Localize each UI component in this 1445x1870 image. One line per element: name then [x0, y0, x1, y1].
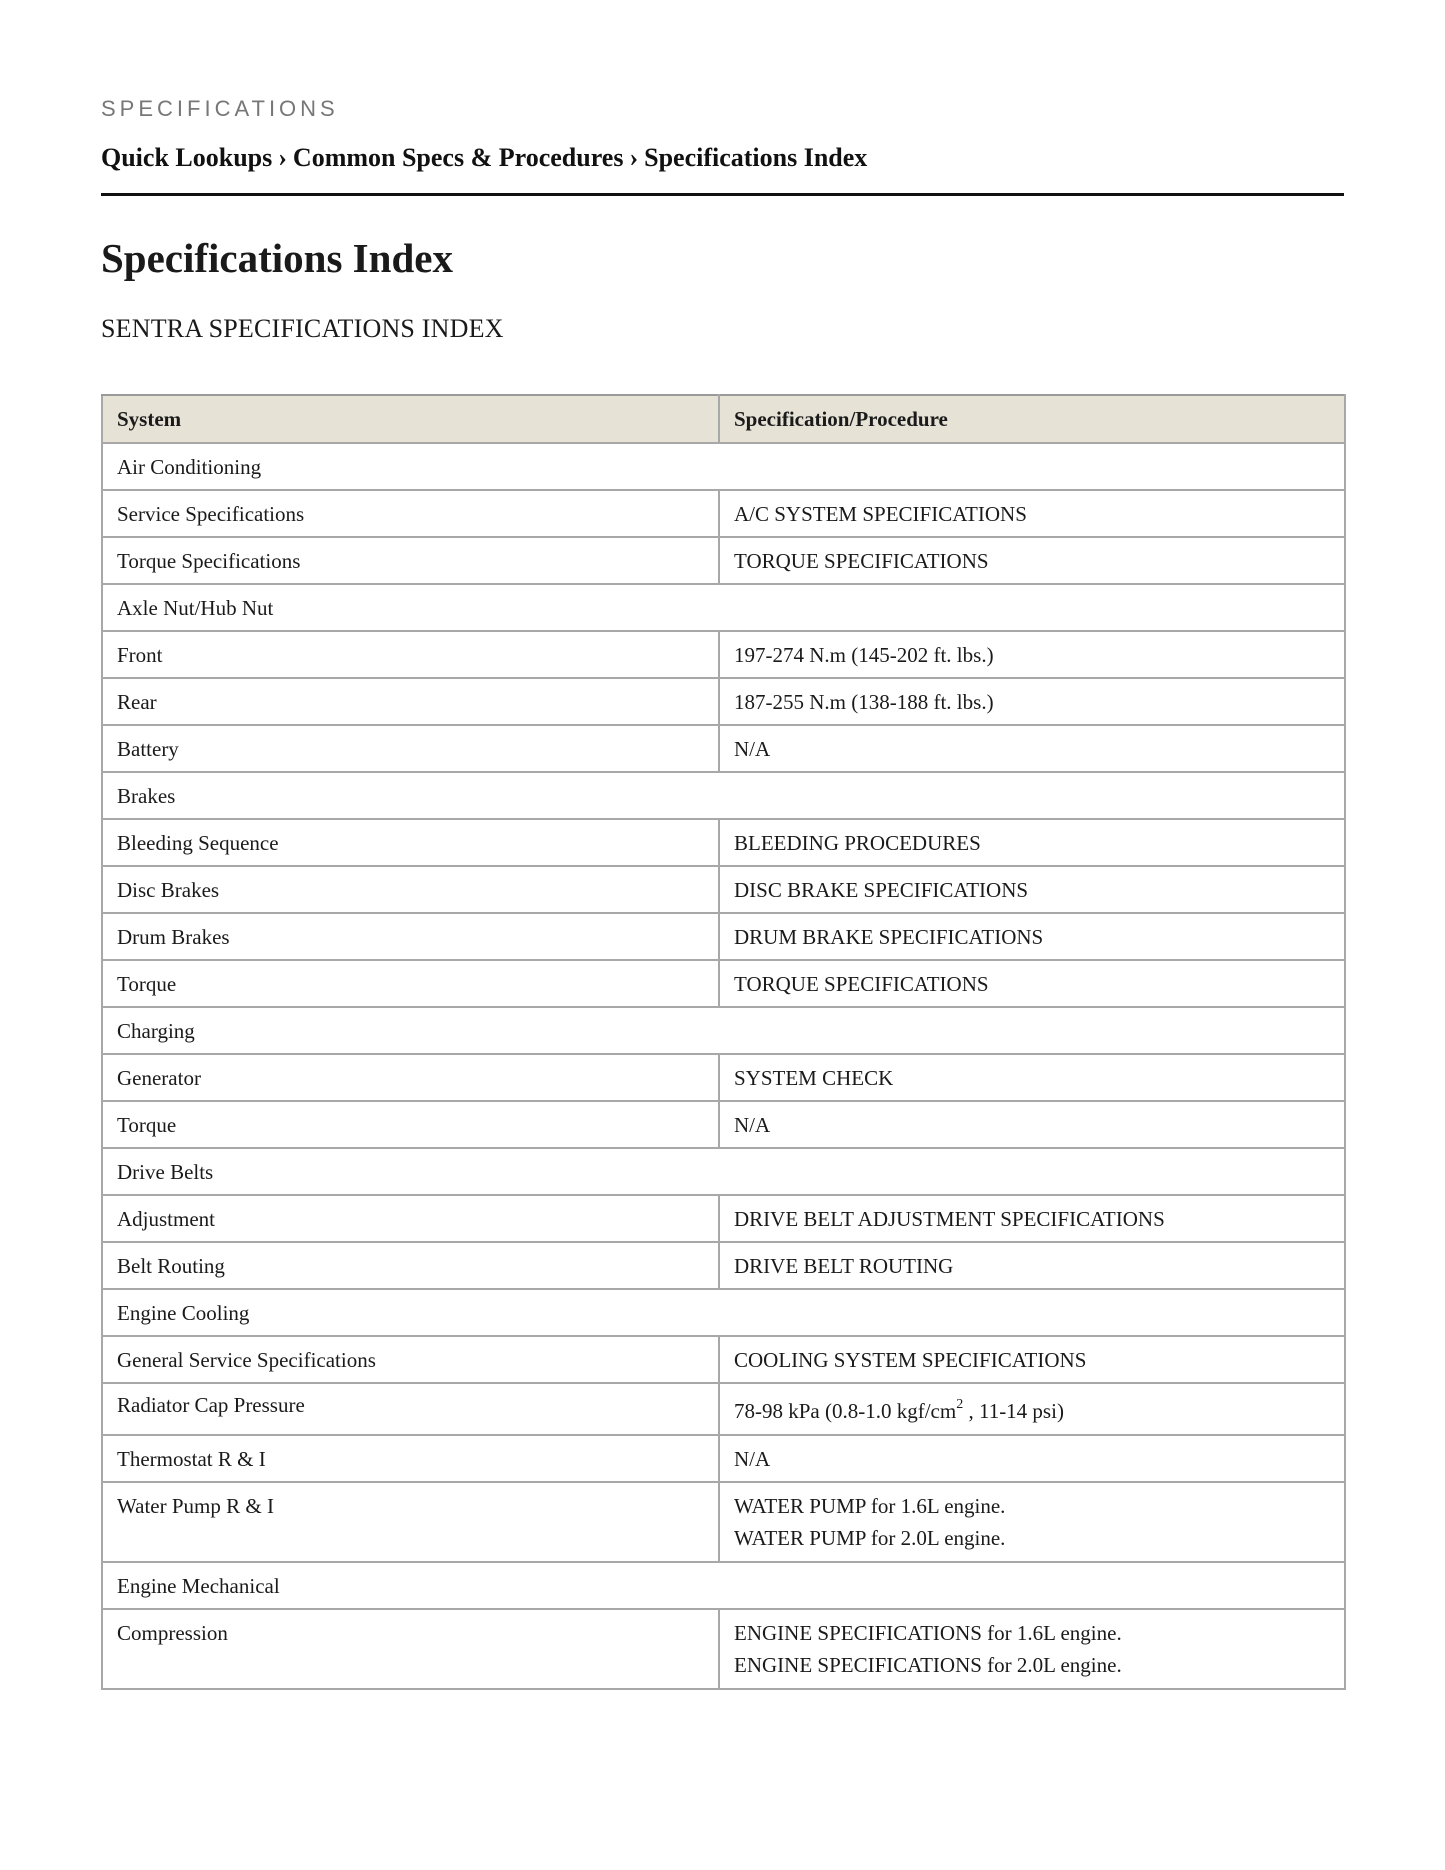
system-cell: Bleeding Sequence — [102, 819, 719, 866]
category-battery: Battery — [102, 725, 719, 772]
spec-value: N/A — [719, 1101, 1345, 1148]
category-brakes: Brakes — [102, 772, 1345, 819]
spec-link[interactable]: ENGINE SPECIFICATIONS for 2.0L engine. — [734, 1653, 1122, 1677]
system-cell: General Service Specifications — [102, 1336, 719, 1383]
spec-value: N/A — [719, 725, 1345, 772]
category-row — [102, 772, 1345, 819]
breadcrumb-separator: › — [629, 143, 639, 172]
table-row — [102, 819, 1345, 866]
category-row — [102, 443, 1345, 490]
table-row — [102, 678, 1345, 725]
spec-link[interactable]: TORQUE SPECIFICATIONS — [719, 960, 1345, 1007]
breadcrumb-item-specifications-index: Specifications Index — [644, 143, 868, 172]
spec-value — [719, 1383, 1345, 1435]
category-row — [102, 584, 1345, 631]
system-cell: Service Specifications — [102, 490, 719, 537]
column-header-system: System — [102, 395, 719, 443]
section-label: SPECIFICATIONS — [101, 96, 339, 121]
category-axle-nut: Axle Nut/Hub Nut — [102, 584, 1345, 631]
breadcrumb-item-quick-lookups[interactable]: Quick Lookups — [101, 143, 273, 172]
spec-value-superscript: 2 — [956, 1397, 964, 1412]
table-row — [102, 1054, 1345, 1101]
system-cell: Torque — [102, 1101, 719, 1148]
table-row — [102, 1383, 1345, 1435]
header-divider — [101, 193, 1344, 196]
spec-link[interactable]: A/C SYSTEM SPECIFICATIONS — [719, 490, 1345, 537]
table-row — [102, 1101, 1345, 1148]
system-cell: Disc Brakes — [102, 866, 719, 913]
system-cell: Compression — [102, 1609, 719, 1689]
system-cell: Generator — [102, 1054, 719, 1101]
spec-link[interactable]: DRIVE BELT ADJUSTMENT SPECIFICATIONS — [719, 1195, 1345, 1242]
system-cell: Adjustment — [102, 1195, 719, 1242]
spec-links — [719, 1482, 1345, 1562]
category-row — [102, 1289, 1345, 1336]
system-cell: Belt Routing — [102, 1242, 719, 1289]
spec-value-text: , 11-14 psi) — [963, 1399, 1064, 1423]
system-cell: Thermostat R & I — [102, 1435, 719, 1482]
spec-link[interactable]: COOLING SYSTEM SPECIFICATIONS — [719, 1336, 1345, 1383]
spec-link[interactable]: SYSTEM CHECK — [719, 1054, 1345, 1101]
spec-link[interactable]: WATER PUMP for 1.6L engine. — [734, 1494, 1006, 1518]
column-header-specification: Specification/Procedure — [719, 395, 1345, 443]
category-drive-belts: Drive Belts — [102, 1148, 1345, 1195]
page-subtitle: SENTRA SPECIFICATIONS INDEX — [101, 314, 504, 343]
spec-link[interactable]: DRUM BRAKE SPECIFICATIONS — [719, 913, 1345, 960]
table-row — [102, 866, 1345, 913]
table-row — [102, 1242, 1345, 1289]
category-row — [102, 1148, 1345, 1195]
category-row — [102, 1562, 1345, 1609]
table-header-row — [102, 395, 1345, 443]
spec-value: 197-274 N.m (145-202 ft. lbs.) — [719, 631, 1345, 678]
category-air-conditioning: Air Conditioning — [102, 443, 1345, 490]
table-row — [102, 725, 1345, 772]
spec-links — [719, 1609, 1345, 1689]
category-row — [102, 1007, 1345, 1054]
system-cell: Front — [102, 631, 719, 678]
specifications-table — [101, 394, 1346, 1690]
spec-link[interactable]: TORQUE SPECIFICATIONS — [719, 537, 1345, 584]
spec-value: 187-255 N.m (138-188 ft. lbs.) — [719, 678, 1345, 725]
spec-link[interactable]: ENGINE SPECIFICATIONS for 1.6L engine. — [734, 1621, 1122, 1645]
spec-value: N/A — [719, 1435, 1345, 1482]
system-cell: Rear — [102, 678, 719, 725]
category-charging: Charging — [102, 1007, 1345, 1054]
spec-link[interactable]: BLEEDING PROCEDURES — [719, 819, 1345, 866]
category-engine-cooling: Engine Cooling — [102, 1289, 1345, 1336]
spec-value-text: 78-98 kPa (0.8-1.0 kgf/cm — [734, 1399, 957, 1423]
table-row — [102, 1482, 1345, 1562]
table-row — [102, 1195, 1345, 1242]
system-cell: Radiator Cap Pressure — [102, 1383, 719, 1435]
table-row — [102, 1336, 1345, 1383]
spec-link[interactable]: DISC BRAKE SPECIFICATIONS — [719, 866, 1345, 913]
table-row — [102, 490, 1345, 537]
breadcrumb — [101, 142, 1344, 174]
system-cell: Torque Specifications — [102, 537, 719, 584]
category-engine-mechanical: Engine Mechanical — [102, 1562, 1345, 1609]
breadcrumb-item-common-specs[interactable]: Common Specs & Procedures — [292, 143, 624, 172]
spec-link[interactable]: DRIVE BELT ROUTING — [719, 1242, 1345, 1289]
table-row — [102, 913, 1345, 960]
table-row — [102, 1609, 1345, 1689]
spec-link[interactable]: WATER PUMP for 2.0L engine. — [734, 1526, 1006, 1550]
system-cell: Water Pump R & I — [102, 1482, 719, 1562]
page-title: Specifications Index — [101, 235, 453, 281]
table-row — [102, 537, 1345, 584]
table-row — [102, 631, 1345, 678]
table-row — [102, 960, 1345, 1007]
table-row — [102, 1435, 1345, 1482]
system-cell: Torque — [102, 960, 719, 1007]
breadcrumb-separator: › — [278, 143, 287, 172]
system-cell: Drum Brakes — [102, 913, 719, 960]
